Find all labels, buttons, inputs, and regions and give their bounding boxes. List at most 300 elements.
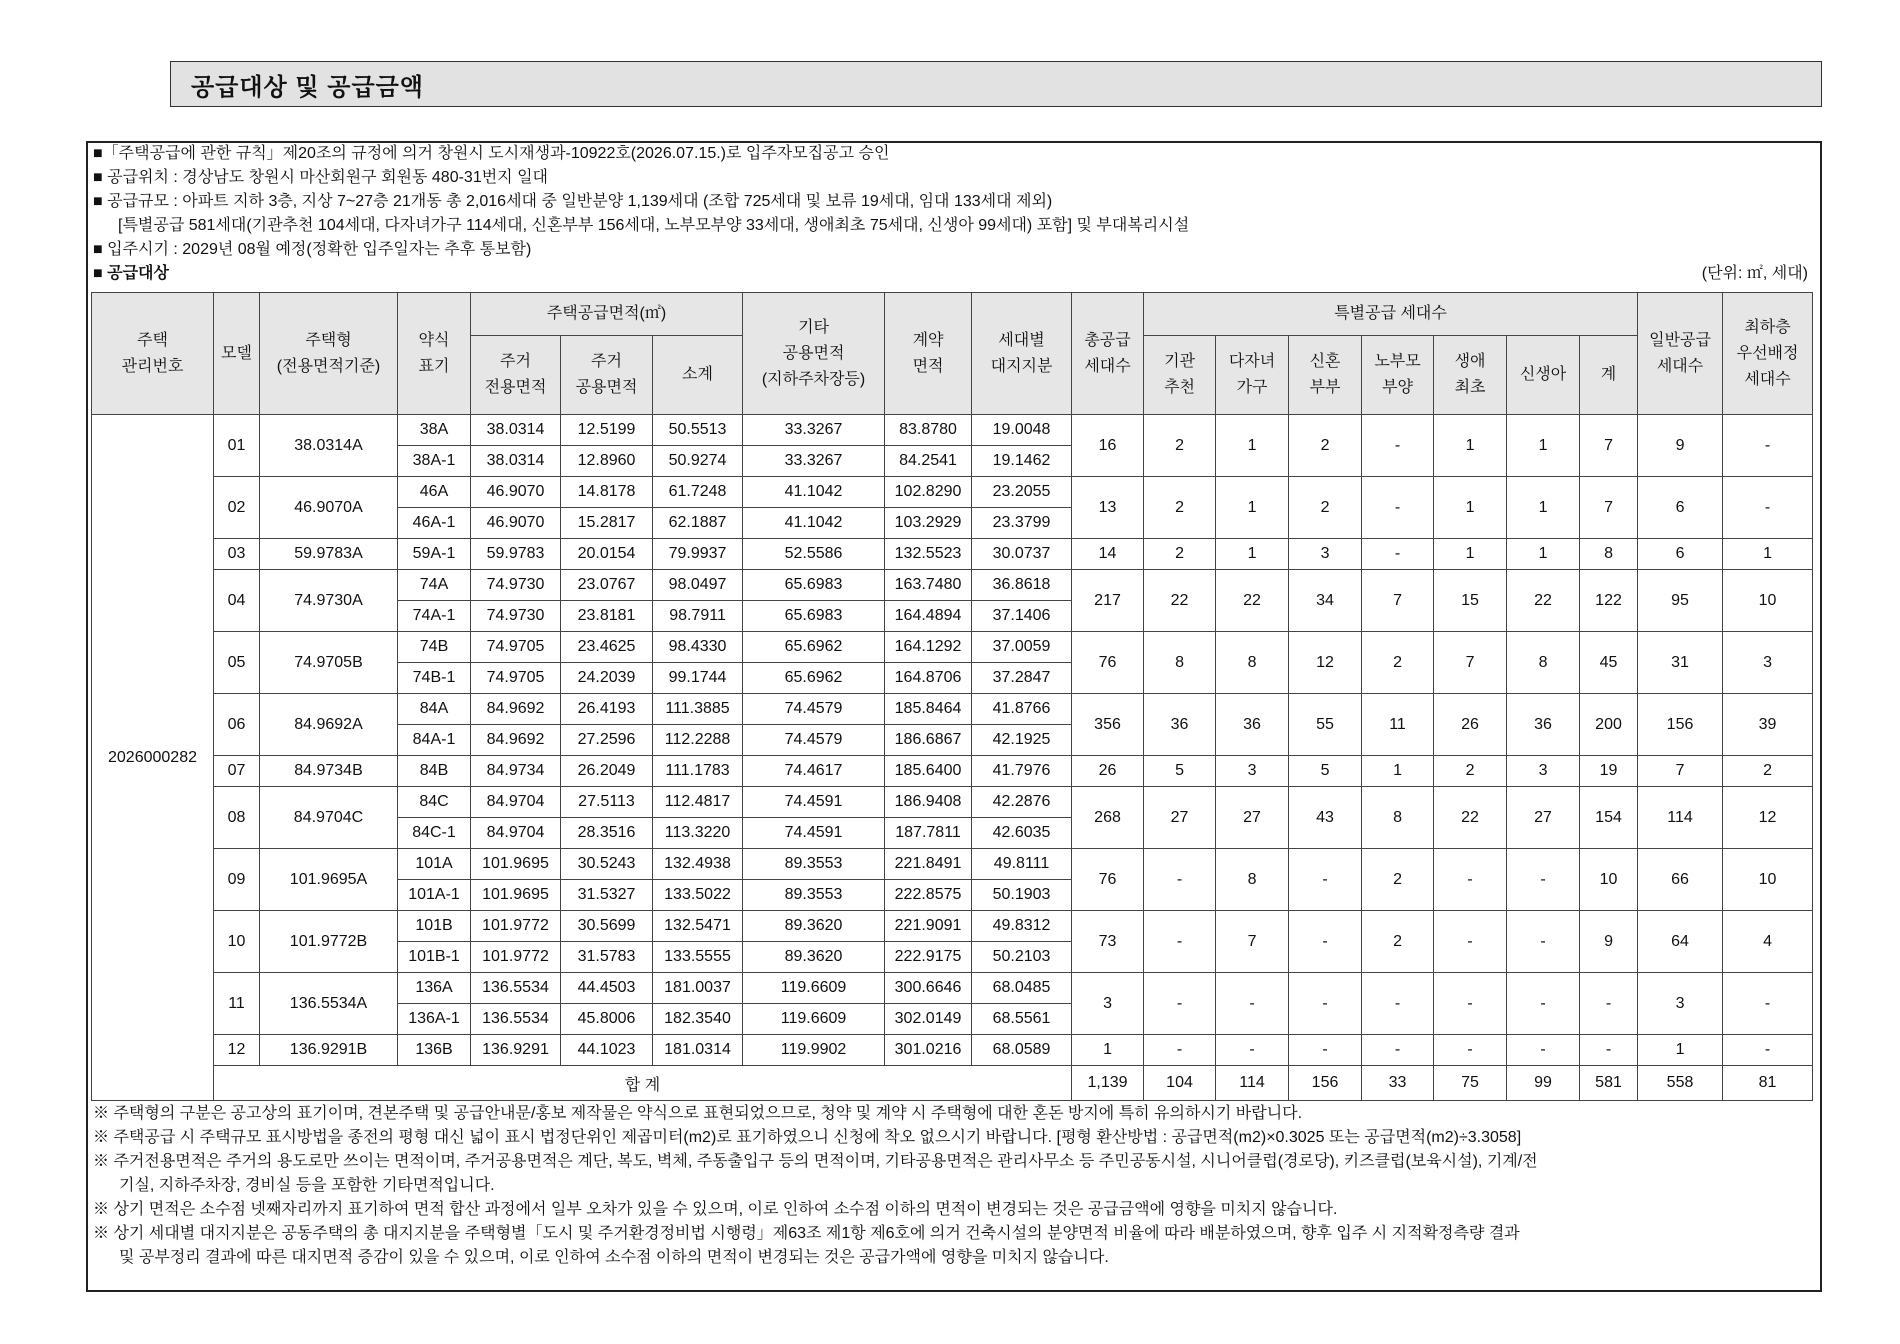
general-supply-cell: 156 bbox=[1638, 694, 1723, 756]
subtotal-cell: 182.3540 bbox=[653, 1004, 743, 1035]
lowest-floor-cell: - bbox=[1723, 415, 1813, 477]
special-multichild-cell: 22 bbox=[1216, 570, 1289, 632]
total-special-institution-cell: 104 bbox=[1144, 1066, 1216, 1101]
header-special-newborn: 신생아 bbox=[1507, 336, 1580, 415]
abbr-cell: 74B bbox=[398, 632, 471, 663]
special-newlywed-cell: 2 bbox=[1289, 415, 1362, 477]
table-heading: ■ 공급대상 bbox=[93, 265, 169, 282]
common-cell: 12.8960 bbox=[561, 446, 653, 477]
common-cell: 30.5243 bbox=[561, 849, 653, 880]
subtotal-cell: 112.2288 bbox=[653, 725, 743, 756]
land-share-cell: 37.2847 bbox=[972, 663, 1072, 694]
lowest-floor-cell: 12 bbox=[1723, 787, 1813, 849]
table-body bbox=[92, 415, 1813, 1101]
special-sum-cell: 45 bbox=[1580, 632, 1638, 694]
abbr-cell: 38A bbox=[398, 415, 471, 446]
header-other-common: 기타 공용면적 (지하주차장등) bbox=[743, 293, 885, 415]
common-cell: 44.1023 bbox=[561, 1035, 653, 1066]
special-sum-cell: 9 bbox=[1580, 911, 1638, 973]
other-common-cell: 41.1042 bbox=[743, 477, 885, 508]
exclusive-cell: 84.9692 bbox=[471, 725, 561, 756]
total-special-elderly-cell: 33 bbox=[1362, 1066, 1434, 1101]
special-newlywed-cell: 43 bbox=[1289, 787, 1362, 849]
subtotal-cell: 133.5555 bbox=[653, 942, 743, 973]
abbr-cell: 84B bbox=[398, 756, 471, 787]
housing-type-cell: 84.9704C bbox=[260, 787, 398, 849]
total-supply-cell: 14 bbox=[1072, 539, 1144, 570]
lowest-floor-cell: - bbox=[1723, 1035, 1813, 1066]
special-institution-cell: 8 bbox=[1144, 632, 1216, 694]
model-number-cell: 02 bbox=[214, 477, 260, 539]
other-common-cell: 89.3553 bbox=[743, 880, 885, 911]
move-in-line: ■ 입주시기 : 2029년 08월 예정(정확한 입주일자는 추후 통보함) bbox=[93, 241, 532, 258]
special-elderly-cell: 8 bbox=[1362, 787, 1434, 849]
exclusive-cell: 46.9070 bbox=[471, 477, 561, 508]
abbr-cell: 74A-1 bbox=[398, 601, 471, 632]
other-common-cell: 89.3620 bbox=[743, 942, 885, 973]
table-row bbox=[92, 787, 1813, 818]
total-supply-cell: 217 bbox=[1072, 570, 1144, 632]
table-row bbox=[92, 849, 1813, 880]
exclusive-cell: 74.9730 bbox=[471, 601, 561, 632]
subtotal-cell: 98.0497 bbox=[653, 570, 743, 601]
common-cell: 20.0154 bbox=[561, 539, 653, 570]
special-first-life-cell: - bbox=[1434, 849, 1507, 911]
abbr-cell: 59A-1 bbox=[398, 539, 471, 570]
table-header bbox=[92, 293, 1813, 415]
contract-cell: 186.6867 bbox=[885, 725, 972, 756]
other-common-cell: 74.4617 bbox=[743, 756, 885, 787]
unit-note: (단위: ㎡, 세대) bbox=[1701, 265, 1808, 282]
contract-cell: 222.8575 bbox=[885, 880, 972, 911]
special-institution-cell: - bbox=[1144, 911, 1216, 973]
special-newlywed-cell: - bbox=[1289, 973, 1362, 1035]
exclusive-cell: 136.5534 bbox=[471, 973, 561, 1004]
common-cell: 23.8181 bbox=[561, 601, 653, 632]
land-share-cell: 19.0048 bbox=[972, 415, 1072, 446]
abbr-cell: 74B-1 bbox=[398, 663, 471, 694]
note-area-unit: ※ 주택공급 시 주택규모 표시방법을 종전의 평형 대신 넓이 표시 법정단위인 제곱미터(m2)로 표기하였으니 신청에 착오 없으시기 바랍니다. [평형 환산방법 : 공급면적(m2)×0.3025 또는 공급면적(m2)÷3.3058] bbox=[93, 1129, 1522, 1146]
total-special-newborn-cell: 99 bbox=[1507, 1066, 1580, 1101]
lowest-floor-cell: - bbox=[1723, 973, 1813, 1035]
subtotal-cell: 99.1744 bbox=[653, 663, 743, 694]
special-institution-cell: 2 bbox=[1144, 539, 1216, 570]
total-row bbox=[92, 1066, 1813, 1101]
header-subtotal: 소계 bbox=[653, 336, 743, 415]
table-row bbox=[92, 415, 1813, 446]
common-cell: 31.5783 bbox=[561, 942, 653, 973]
note-area-definition-cont: 기실, 지하주차장, 경비실 등을 포함한 기타면적입니다. bbox=[119, 1177, 495, 1194]
contract-cell: 221.9091 bbox=[885, 911, 972, 942]
special-multichild-cell: 8 bbox=[1216, 632, 1289, 694]
abbr-cell: 84C bbox=[398, 787, 471, 818]
exclusive-cell: 74.9730 bbox=[471, 570, 561, 601]
lowest-floor-cell: 3 bbox=[1723, 632, 1813, 694]
total-supply-cell: 356 bbox=[1072, 694, 1144, 756]
special-newborn-cell: - bbox=[1507, 1035, 1580, 1066]
land-share-cell: 49.8312 bbox=[972, 911, 1072, 942]
notes bbox=[93, 1102, 1812, 1270]
special-newborn-cell: 1 bbox=[1507, 415, 1580, 477]
total-supply-sum-cell: 1,139 bbox=[1072, 1066, 1144, 1101]
total-supply-cell: 1 bbox=[1072, 1035, 1144, 1066]
special-elderly-cell: - bbox=[1362, 415, 1434, 477]
other-common-cell: 65.6962 bbox=[743, 632, 885, 663]
subtotal-cell: 133.5022 bbox=[653, 880, 743, 911]
common-cell: 14.8178 bbox=[561, 477, 653, 508]
model-number-cell: 09 bbox=[214, 849, 260, 911]
special-multichild-cell: 27 bbox=[1216, 787, 1289, 849]
exclusive-cell: 136.5534 bbox=[471, 1004, 561, 1035]
header-special-sum: 계 bbox=[1580, 336, 1638, 415]
header-special-institution: 기관 추천 bbox=[1144, 336, 1216, 415]
exclusive-cell: 59.9783 bbox=[471, 539, 561, 570]
housing-type-cell: 101.9695A bbox=[260, 849, 398, 911]
total-special-multichild-cell: 114 bbox=[1216, 1066, 1289, 1101]
special-first-life-cell: 15 bbox=[1434, 570, 1507, 632]
table-row bbox=[92, 632, 1813, 663]
contract-cell: 84.2541 bbox=[885, 446, 972, 477]
contract-cell: 186.9408 bbox=[885, 787, 972, 818]
total-supply-cell: 268 bbox=[1072, 787, 1144, 849]
subtotal-cell: 62.1887 bbox=[653, 508, 743, 539]
special-first-life-cell: - bbox=[1434, 973, 1507, 1035]
model-number-cell: 01 bbox=[214, 415, 260, 477]
special-multichild-cell: 1 bbox=[1216, 477, 1289, 539]
other-common-cell: 41.1042 bbox=[743, 508, 885, 539]
special-first-life-cell: 26 bbox=[1434, 694, 1507, 756]
housing-type-cell: 74.9730A bbox=[260, 570, 398, 632]
special-newlywed-cell: - bbox=[1289, 849, 1362, 911]
abbr-cell: 101A-1 bbox=[398, 880, 471, 911]
special-first-life-cell: 1 bbox=[1434, 477, 1507, 539]
exclusive-cell: 84.9704 bbox=[471, 787, 561, 818]
abbr-cell: 74A bbox=[398, 570, 471, 601]
subtotal-cell: 98.4330 bbox=[653, 632, 743, 663]
table-row bbox=[92, 973, 1813, 1004]
general-supply-cell: 66 bbox=[1638, 849, 1723, 911]
housing-type-cell: 74.9705B bbox=[260, 632, 398, 694]
special-newborn-cell: - bbox=[1507, 911, 1580, 973]
total-lowest-floor-cell: 81 bbox=[1723, 1066, 1813, 1101]
contract-cell: 132.5523 bbox=[885, 539, 972, 570]
contract-cell: 164.8706 bbox=[885, 663, 972, 694]
subtotal-cell: 112.4817 bbox=[653, 787, 743, 818]
land-share-cell: 68.0485 bbox=[972, 973, 1072, 1004]
abbr-cell: 101B bbox=[398, 911, 471, 942]
supply-info bbox=[93, 142, 1812, 286]
subtotal-cell: 98.7911 bbox=[653, 601, 743, 632]
land-share-cell: 37.0059 bbox=[972, 632, 1072, 663]
contract-cell: 185.6400 bbox=[885, 756, 972, 787]
housing-type-cell: 136.9291B bbox=[260, 1035, 398, 1066]
housing-type-cell: 59.9783A bbox=[260, 539, 398, 570]
special-first-life-cell: - bbox=[1434, 911, 1507, 973]
other-common-cell: 74.4591 bbox=[743, 787, 885, 818]
land-share-cell: 30.0737 bbox=[972, 539, 1072, 570]
exclusive-cell: 74.9705 bbox=[471, 663, 561, 694]
other-common-cell: 89.3620 bbox=[743, 911, 885, 942]
other-common-cell: 119.6609 bbox=[743, 1004, 885, 1035]
special-elderly-cell: 11 bbox=[1362, 694, 1434, 756]
abbr-cell: 84A bbox=[398, 694, 471, 725]
table-row bbox=[92, 911, 1813, 942]
housing-type-cell: 46.9070A bbox=[260, 477, 398, 539]
subtotal-cell: 111.1783 bbox=[653, 756, 743, 787]
other-common-cell: 33.3267 bbox=[743, 446, 885, 477]
general-supply-cell: 95 bbox=[1638, 570, 1723, 632]
special-elderly-cell: 2 bbox=[1362, 849, 1434, 911]
housing-type-cell: 136.5534A bbox=[260, 973, 398, 1035]
lowest-floor-cell: - bbox=[1723, 477, 1813, 539]
common-cell: 45.8006 bbox=[561, 1004, 653, 1035]
total-supply-cell: 3 bbox=[1072, 973, 1144, 1035]
header-special-first-life: 생애 최초 bbox=[1434, 336, 1507, 415]
note-area-rounding: ※ 상기 면적은 소수점 넷째자리까지 표기하여 면적 합산 과정에서 일부 오차가 있을 수 있으며, 이로 인하여 소수점 이하의 면적이 변경되는 것은 공급금액에 영향을 미치지 않습니다. bbox=[93, 1201, 1338, 1218]
special-multichild-cell: 1 bbox=[1216, 539, 1289, 570]
total-supply-cell: 73 bbox=[1072, 911, 1144, 973]
other-common-cell: 52.5586 bbox=[743, 539, 885, 570]
table-heading-row bbox=[93, 262, 1812, 286]
land-share-cell: 49.8111 bbox=[972, 849, 1072, 880]
subtotal-cell: 132.4938 bbox=[653, 849, 743, 880]
special-newborn-cell: 3 bbox=[1507, 756, 1580, 787]
exclusive-cell: 46.9070 bbox=[471, 508, 561, 539]
special-first-life-cell: - bbox=[1434, 1035, 1507, 1066]
contract-cell: 163.7480 bbox=[885, 570, 972, 601]
special-sum-cell: 7 bbox=[1580, 477, 1638, 539]
subtotal-cell: 181.0037 bbox=[653, 973, 743, 1004]
special-newlywed-cell: 3 bbox=[1289, 539, 1362, 570]
other-common-cell: 74.4579 bbox=[743, 725, 885, 756]
table-row bbox=[92, 477, 1813, 508]
special-first-life-cell: 1 bbox=[1434, 415, 1507, 477]
exclusive-cell: 101.9772 bbox=[471, 911, 561, 942]
total-label-cell: 합 계 bbox=[214, 1066, 1072, 1101]
housing-type-cell: 84.9692A bbox=[260, 694, 398, 756]
other-common-cell: 74.4579 bbox=[743, 694, 885, 725]
special-institution-cell: 2 bbox=[1144, 477, 1216, 539]
other-common-cell: 119.6609 bbox=[743, 973, 885, 1004]
abbr-cell: 84C-1 bbox=[398, 818, 471, 849]
general-supply-cell: 64 bbox=[1638, 911, 1723, 973]
special-newlywed-cell: 12 bbox=[1289, 632, 1362, 694]
land-share-cell: 23.3799 bbox=[972, 508, 1072, 539]
header-special-supply: 특별공급 세대수 bbox=[1144, 293, 1638, 336]
common-cell: 28.3516 bbox=[561, 818, 653, 849]
special-multichild-cell: - bbox=[1216, 1035, 1289, 1066]
subtotal-cell: 111.3885 bbox=[653, 694, 743, 725]
common-cell: 23.0767 bbox=[561, 570, 653, 601]
special-first-life-cell: 7 bbox=[1434, 632, 1507, 694]
general-supply-cell: 6 bbox=[1638, 539, 1723, 570]
exclusive-cell: 101.9695 bbox=[471, 880, 561, 911]
other-common-cell: 65.6983 bbox=[743, 570, 885, 601]
special-sum-cell: 7 bbox=[1580, 415, 1638, 477]
common-cell: 31.5327 bbox=[561, 880, 653, 911]
abbr-cell: 136B bbox=[398, 1035, 471, 1066]
special-newborn-cell: 36 bbox=[1507, 694, 1580, 756]
other-common-cell: 119.9902 bbox=[743, 1035, 885, 1066]
special-multichild-cell: 1 bbox=[1216, 415, 1289, 477]
general-supply-cell: 3 bbox=[1638, 973, 1723, 1035]
special-elderly-cell: 2 bbox=[1362, 632, 1434, 694]
special-sum-cell: 19 bbox=[1580, 756, 1638, 787]
total-supply-cell: 16 bbox=[1072, 415, 1144, 477]
special-newborn-cell: - bbox=[1507, 973, 1580, 1035]
common-cell: 27.2596 bbox=[561, 725, 653, 756]
special-newborn-cell: 8 bbox=[1507, 632, 1580, 694]
section-title: 공급대상 및 공급금액 bbox=[191, 73, 424, 101]
housing-type-cell: 101.9772B bbox=[260, 911, 398, 973]
special-institution-cell: 2 bbox=[1144, 415, 1216, 477]
special-institution-cell: 27 bbox=[1144, 787, 1216, 849]
lowest-floor-cell: 39 bbox=[1723, 694, 1813, 756]
subtotal-cell: 181.0314 bbox=[653, 1035, 743, 1066]
special-elderly-cell: - bbox=[1362, 539, 1434, 570]
housing-type-cell: 84.9734B bbox=[260, 756, 398, 787]
abbr-cell: 84A-1 bbox=[398, 725, 471, 756]
land-share-cell: 41.7976 bbox=[972, 756, 1072, 787]
lowest-floor-cell: 10 bbox=[1723, 570, 1813, 632]
abbr-cell: 101B-1 bbox=[398, 942, 471, 973]
model-number-cell: 12 bbox=[214, 1035, 260, 1066]
special-multichild-cell: 8 bbox=[1216, 849, 1289, 911]
special-elderly-cell: 1 bbox=[1362, 756, 1434, 787]
header-type: 주택형 (전용면적기준) bbox=[260, 293, 398, 415]
contract-cell: 302.0149 bbox=[885, 1004, 972, 1035]
special-institution-cell: - bbox=[1144, 849, 1216, 911]
common-cell: 26.4193 bbox=[561, 694, 653, 725]
table-row bbox=[92, 570, 1813, 601]
other-common-cell: 65.6962 bbox=[743, 663, 885, 694]
abbr-cell: 136A bbox=[398, 973, 471, 1004]
header-special-elderly: 노부모 부양 bbox=[1362, 336, 1434, 415]
header-special-newlywed: 신혼 부부 bbox=[1289, 336, 1362, 415]
special-sum-cell: - bbox=[1580, 973, 1638, 1035]
note-land-share: ※ 상기 세대별 대지지분은 공동주택의 총 대지지분을 주택형별「도시 및 주거환경정비법 시행령」제63조 제1항 제6호에 의거 건축시설의 분양면적 비율에 따라 배분하였으며, 향후 입주 시 지적확정측량 결과 bbox=[93, 1225, 1520, 1242]
land-share-cell: 68.5561 bbox=[972, 1004, 1072, 1035]
special-newborn-cell: - bbox=[1507, 849, 1580, 911]
special-first-life-cell: 22 bbox=[1434, 787, 1507, 849]
common-cell: 15.2817 bbox=[561, 508, 653, 539]
special-newlywed-cell: - bbox=[1289, 1035, 1362, 1066]
total-supply-cell: 13 bbox=[1072, 477, 1144, 539]
scale-detail-line: [특별공급 581세대(기관추천 104세대, 다자녀가구 114세대, 신혼부부 156세대, 노부모부양 33세대, 생애최초 75세대, 신생아 99세대) 포함] 및 부대복리시설 bbox=[118, 217, 1190, 234]
special-elderly-cell: 7 bbox=[1362, 570, 1434, 632]
common-cell: 30.5699 bbox=[561, 911, 653, 942]
note-area-definition: ※ 주거전용면적은 주거의 용도로만 쓰이는 면적이며, 주거공용면적은 계단, 복도, 벽체, 주동출입구 등의 면적이며, 기타공용면적은 관리사무소 등 주민공동시설, 시니어클럽(경로당), 키즈클럽(보육시설), 기계/전 bbox=[93, 1153, 1538, 1170]
abbr-cell: 46A-1 bbox=[398, 508, 471, 539]
header-exclusive: 주거 전용면적 bbox=[471, 336, 561, 415]
general-supply-cell: 1 bbox=[1638, 1035, 1723, 1066]
exclusive-cell: 38.0314 bbox=[471, 415, 561, 446]
exclusive-cell: 74.9705 bbox=[471, 632, 561, 663]
land-share-cell: 42.6035 bbox=[972, 818, 1072, 849]
subtotal-cell: 79.9937 bbox=[653, 539, 743, 570]
exclusive-cell: 84.9734 bbox=[471, 756, 561, 787]
special-institution-cell: - bbox=[1144, 1035, 1216, 1066]
total-supply-cell: 26 bbox=[1072, 756, 1144, 787]
exclusive-cell: 38.0314 bbox=[471, 446, 561, 477]
special-sum-cell: 122 bbox=[1580, 570, 1638, 632]
contract-cell: 187.7811 bbox=[885, 818, 972, 849]
contract-cell: 185.8464 bbox=[885, 694, 972, 725]
special-sum-cell: 8 bbox=[1580, 539, 1638, 570]
total-special-sum-cell: 581 bbox=[1580, 1066, 1638, 1101]
section-title-bar bbox=[170, 61, 1822, 107]
general-supply-cell: 114 bbox=[1638, 787, 1723, 849]
land-share-cell: 41.8766 bbox=[972, 694, 1072, 725]
location-line: ■ 공급위치 : 경상남도 창원시 마산회원구 회원동 480-31번지 일대 bbox=[93, 169, 548, 186]
common-cell: 24.2039 bbox=[561, 663, 653, 694]
other-common-cell: 89.3553 bbox=[743, 849, 885, 880]
special-sum-cell: - bbox=[1580, 1035, 1638, 1066]
contract-cell: 164.4894 bbox=[885, 601, 972, 632]
common-cell: 12.5199 bbox=[561, 415, 653, 446]
model-number-cell: 08 bbox=[214, 787, 260, 849]
abbr-cell: 136A-1 bbox=[398, 1004, 471, 1035]
header-contract: 계약 면적 bbox=[885, 293, 972, 415]
land-share-cell: 50.1903 bbox=[972, 880, 1072, 911]
special-institution-cell: - bbox=[1144, 973, 1216, 1035]
header-management-no: 주택 관리번호 bbox=[92, 293, 214, 415]
special-sum-cell: 200 bbox=[1580, 694, 1638, 756]
subtotal-cell: 132.5471 bbox=[653, 911, 743, 942]
special-newborn-cell: 1 bbox=[1507, 539, 1580, 570]
special-multichild-cell: 7 bbox=[1216, 911, 1289, 973]
note-housing-type: ※ 주택형의 구분은 공고상의 표기이며, 견본주택 및 공급안내문/홍보 제작물은 약식으로 표현되었으므로, 청약 및 계약 시 주택형에 대한 혼돈 방지에 특히 유의하시기 바랍니다. bbox=[93, 1105, 1303, 1122]
common-cell: 44.4503 bbox=[561, 973, 653, 1004]
abbr-cell: 38A-1 bbox=[398, 446, 471, 477]
subtotal-cell: 50.5513 bbox=[653, 415, 743, 446]
exclusive-cell: 136.9291 bbox=[471, 1035, 561, 1066]
lowest-floor-cell: 10 bbox=[1723, 849, 1813, 911]
note-land-share-cont: 및 공부정리 결과에 따른 대지면적 증감이 있을 수 있으며, 이로 인하여 소수점 이하의 면적이 변경되는 것은 공급가액에 영향을 미치지 않습니다. bbox=[119, 1249, 1109, 1266]
total-special-first-life-cell: 75 bbox=[1434, 1066, 1507, 1101]
header-model: 모델 bbox=[214, 293, 260, 415]
special-institution-cell: 36 bbox=[1144, 694, 1216, 756]
common-cell: 23.4625 bbox=[561, 632, 653, 663]
header-special-multichild: 다자녀 가구 bbox=[1216, 336, 1289, 415]
contract-cell: 164.1292 bbox=[885, 632, 972, 663]
table-row bbox=[92, 1035, 1813, 1066]
special-newlywed-cell: 55 bbox=[1289, 694, 1362, 756]
lowest-floor-cell: 2 bbox=[1723, 756, 1813, 787]
exclusive-cell: 101.9772 bbox=[471, 942, 561, 973]
land-share-cell: 68.0589 bbox=[972, 1035, 1072, 1066]
exclusive-cell: 84.9692 bbox=[471, 694, 561, 725]
subtotal-cell: 113.3220 bbox=[653, 818, 743, 849]
special-institution-cell: 22 bbox=[1144, 570, 1216, 632]
total-supply-cell: 76 bbox=[1072, 632, 1144, 694]
contract-cell: 222.9175 bbox=[885, 942, 972, 973]
model-number-cell: 11 bbox=[214, 973, 260, 1035]
header-lowest-floor: 최하층 우선배정 세대수 bbox=[1723, 293, 1813, 415]
special-sum-cell: 10 bbox=[1580, 849, 1638, 911]
special-newborn-cell: 1 bbox=[1507, 477, 1580, 539]
table-row bbox=[92, 694, 1813, 725]
header-abbr: 약식 표기 bbox=[398, 293, 471, 415]
abbr-cell: 46A bbox=[398, 477, 471, 508]
special-newlywed-cell: 34 bbox=[1289, 570, 1362, 632]
exclusive-cell: 101.9695 bbox=[471, 849, 561, 880]
special-newborn-cell: 22 bbox=[1507, 570, 1580, 632]
model-number-cell: 06 bbox=[214, 694, 260, 756]
other-common-cell: 74.4591 bbox=[743, 818, 885, 849]
exclusive-cell: 84.9704 bbox=[471, 818, 561, 849]
land-share-cell: 37.1406 bbox=[972, 601, 1072, 632]
